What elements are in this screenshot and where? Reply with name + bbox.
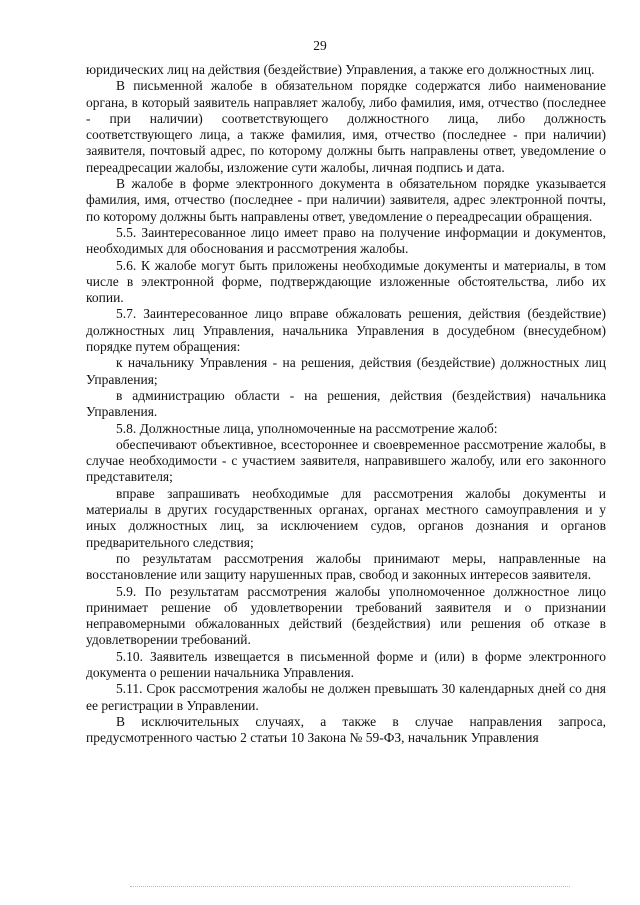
paragraph: по результатам рассмотрения жалобы принимают меры, направленные на восстановление или защиту нарушенных прав, свобод и законных интересов заявителя. [86,550,606,583]
paragraph: 5.10. Заявитель извещается в письменной форме и (или) в форме электронного документа о решении начальника Управления. [86,648,606,680]
paragraph: вправе запрашивать необходимые для рассмотрения жалобы документы и материалы в других государственных органах, органах местного самоуправления и у иных должностных лиц, за исключением судов, органов дознания и органов предварительного следствия; [86,485,606,550]
paragraph: 5.11. Срок рассмотрения жалобы не должен превышать 30 календарных дней со дня ее регистрации в Управлении. [86,681,606,713]
paragraph: 5.5. Заинтересованное лицо имеет право на получение информации и документов, необходимых для обоснования и рассмотрения жалобы. [86,224,606,257]
scan-bottom-edge [130,886,570,887]
paragraph: В исключительных случаях, а также в случае направления запроса, предусмотренного частью 2 статьи 10 Закона № 59-ФЗ, начальник Управления [86,713,606,746]
paragraph: 5.9. По результатам рассмотрения жалобы уполномоченное должностное лицо принимает решение об удовлетворении требований заявителя и о признании неправомерными обжалованных действий (бездействия) или решения об отказе в удовлетворении требований. [86,583,606,648]
page-number: 29 [313,38,327,53]
paragraph: 5.7. Заинтересованное лицо вправе обжаловать решения, действия (бездействие) должностных лиц Управления, начальника Управления в досудебном (внесудебном) порядке путем обращения: [86,306,606,355]
paragraph: 5.6. К жалобе могут быть приложены необходимые документы и материалы, в том числе в электронной форме, подтверждающие изложенные обстоятельства, либо их копии. [86,257,606,306]
paragraph: 5.8. Должностные лица, уполномоченные на рассмотрение жалоб: [116,420,498,436]
paragraph: юридических лиц на действия (бездействие) Управления, а также его должностных лиц. [86,62,595,77]
document-body [86,62,606,746]
paragraph: В жалобе в форме электронного документа в обязательном порядке указывается фамилия, имя, отчество (последнее - при наличии) заявителя, адрес электронной почты, по которому должны быть направлены ответ, уведомление о переадресации обращения. [86,176,606,224]
paragraph: в администрацию области - на решения, действия (бездействия) начальника Управления. [86,387,606,420]
paragraph: к начальнику Управления - на решения, действия (бездействие) должностных лиц Управления; [86,355,606,387]
paragraph: обеспечивают объективное, всестороннее и своевременное рассмотрение жалобы, в случае необходимости - с участием заявителя, направившего жалобу, или его законного представителя; [86,436,606,485]
paragraph: В письменной жалобе в обязательном порядке содержатся либо наименование органа, в который заявитель направляет жалобу, либо фамилия, имя, отчество (последнее - при наличии) соответствующего должностного лица, либо должность соответствующего лица, а также фамилия, имя, отчество (последнее - при наличии) заявителя, почтовый адрес, по которому должны быть направлены ответ, уведомление о переадресации жалобы, изложение сути жалобы, личная подпись и дата. [86,78,606,175]
